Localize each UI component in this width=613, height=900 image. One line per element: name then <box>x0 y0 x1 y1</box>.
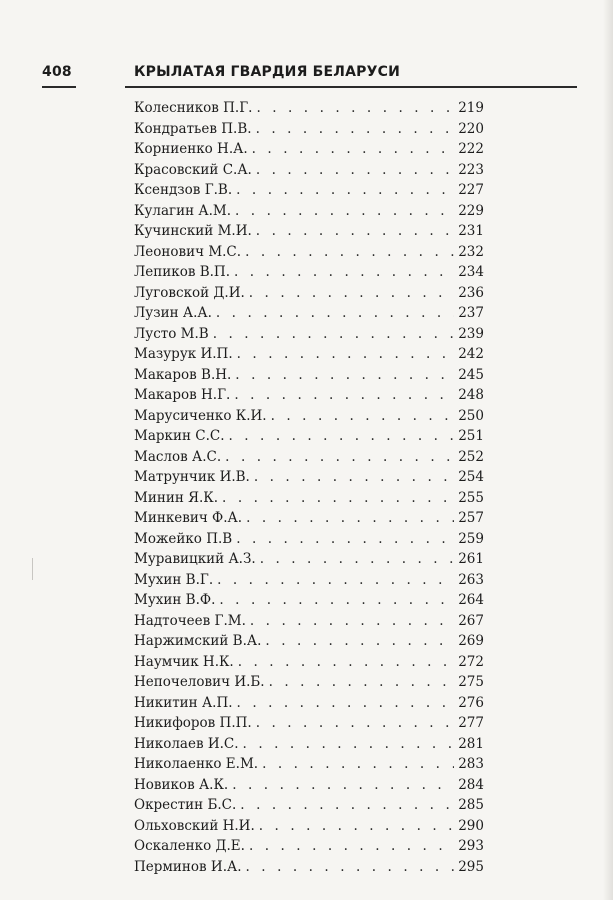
entry-page-number: 264 <box>458 592 484 608</box>
index-entry <box>134 488 484 509</box>
index-entry <box>134 836 484 857</box>
dot-leader <box>256 160 454 181</box>
entry-name: Луговской Д.И. <box>134 284 245 301</box>
index-entry <box>134 447 484 468</box>
entry-page-number: 254 <box>458 469 484 485</box>
dot-leader <box>265 631 454 652</box>
entry-name: Окрестин Б.С. <box>134 797 237 813</box>
page-header <box>42 62 577 88</box>
dot-leader <box>238 652 454 673</box>
entry-page-number: 229 <box>458 202 484 219</box>
index-entry <box>134 857 484 878</box>
entry-page-number: 250 <box>458 407 484 424</box>
dot-leader <box>219 590 454 611</box>
entry-page-number: 261 <box>458 551 484 567</box>
entry-page-number: 295 <box>458 858 484 875</box>
header-rule-long <box>125 86 577 88</box>
index-entry <box>134 529 484 550</box>
dot-leader <box>234 385 454 406</box>
index-entry <box>134 816 484 837</box>
index-entry <box>134 693 484 714</box>
index-entry <box>134 406 484 427</box>
dot-leader <box>234 262 454 283</box>
entry-name: Макаров Н.Г. <box>134 387 231 403</box>
index-entry <box>134 775 484 796</box>
entry-name: Наржимский В.А. <box>134 633 262 649</box>
index-entry <box>134 344 484 365</box>
entry-name: Красовский С.А. <box>134 161 252 178</box>
index-entry <box>134 795 484 816</box>
index-entry <box>134 672 484 693</box>
index-entry <box>134 283 484 304</box>
page-edge-shadow <box>603 0 613 900</box>
index-entry <box>134 426 484 447</box>
entry-page-number: 227 <box>458 182 484 198</box>
entry-page-number: 276 <box>458 694 484 711</box>
entry-name: Мухин В.Г. <box>134 571 214 588</box>
dot-leader <box>249 836 454 857</box>
entry-page-number: 231 <box>458 223 484 239</box>
entry-name: Никитин А.П. <box>134 694 233 711</box>
entry-page-number: 263 <box>458 571 484 588</box>
dot-leader <box>262 754 454 775</box>
dot-leader <box>250 611 454 632</box>
entry-page-number: 267 <box>458 612 484 629</box>
dot-leader <box>236 180 454 201</box>
entry-page-number: 290 <box>458 817 484 834</box>
entry-name: Николаев И.С. <box>134 735 239 752</box>
index-entry <box>134 754 484 775</box>
dot-leader <box>216 303 454 324</box>
dot-leader <box>271 406 455 427</box>
index-entry <box>134 262 484 283</box>
name-index-list <box>134 98 484 877</box>
index-entry <box>134 467 484 488</box>
running-title: КРЫЛАТАЯ ГВАРДИЯ БЕЛАРУСИ <box>134 64 400 80</box>
entry-name: Ксендзов Г.В. <box>134 182 233 198</box>
index-entry <box>134 611 484 632</box>
index-entry <box>134 570 484 591</box>
index-entry <box>134 652 484 673</box>
entry-name: Кучинский М.И. <box>134 223 252 239</box>
entry-name: Кулагин А.М. <box>134 202 232 219</box>
entry-page-number: 242 <box>458 346 484 362</box>
entry-page-number: 284 <box>458 776 484 793</box>
entry-page-number: 236 <box>458 284 484 301</box>
dot-leader <box>237 344 455 365</box>
entry-name: Минкевич Ф.А. <box>134 510 243 526</box>
entry-name: Можейко П.В <box>134 530 233 547</box>
dot-leader <box>256 98 454 119</box>
index-entry <box>134 631 484 652</box>
entry-page-number: 219 <box>458 100 484 116</box>
dot-leader <box>246 508 454 529</box>
dot-leader <box>256 221 454 242</box>
index-entry <box>134 242 484 263</box>
entry-name: Непочелович И.Б. <box>134 674 265 690</box>
entry-name: Новиков А.К. <box>134 776 229 793</box>
entry-name: Перминов И.А. <box>134 858 242 875</box>
entry-page-number: 283 <box>458 756 484 772</box>
entry-name: Ольховский Н.И. <box>134 817 255 834</box>
header-rule-short <box>42 86 76 88</box>
entry-page-number: 237 <box>458 305 484 321</box>
index-entry <box>134 508 484 529</box>
dot-leader <box>232 775 454 796</box>
entry-page-number: 223 <box>458 161 484 178</box>
index-entry <box>134 365 484 386</box>
dot-leader <box>225 447 454 468</box>
index-entry <box>134 303 484 324</box>
dot-leader <box>254 467 454 488</box>
entry-page-number: 251 <box>458 428 484 444</box>
index-entry <box>134 139 484 160</box>
entry-page-number: 234 <box>458 264 484 280</box>
entry-name: Маркин С.С. <box>134 428 225 444</box>
entry-page-number: 255 <box>458 489 484 506</box>
entry-name: Муравицкий А.З. <box>134 551 256 567</box>
entry-name: Оскаленко Д.Е. <box>134 838 245 854</box>
index-entry <box>134 590 484 611</box>
entry-name: Колесников П.Г. <box>134 100 253 116</box>
entry-name: Маслов А.С. <box>134 448 222 465</box>
entry-page-number: 239 <box>458 325 484 342</box>
entry-name: Наумчик Н.К. <box>134 653 234 670</box>
entry-name: Марусиченко К.И. <box>134 407 267 424</box>
entry-name: Мазурук И.П. <box>134 346 233 362</box>
margin-mark <box>32 558 33 580</box>
entry-page-number: 277 <box>458 715 484 731</box>
dot-leader <box>240 795 454 816</box>
dot-leader <box>246 857 455 878</box>
dot-leader <box>237 693 455 714</box>
entry-name: Кондратьев П.В. <box>134 120 252 137</box>
dot-leader <box>249 283 454 304</box>
entry-page-number: 285 <box>458 797 484 813</box>
index-entry <box>134 734 484 755</box>
index-entry <box>134 119 484 140</box>
entry-page-number: 257 <box>458 510 484 526</box>
page-number: 408 <box>42 64 72 80</box>
dot-leader <box>235 201 454 222</box>
index-entry <box>134 385 484 406</box>
index-entry <box>134 549 484 570</box>
index-entry <box>134 221 484 242</box>
index-entry <box>134 324 484 345</box>
index-entry <box>134 160 484 181</box>
dot-leader <box>259 816 454 837</box>
dot-leader <box>245 242 454 263</box>
dot-leader <box>222 488 454 509</box>
entry-page-number: 275 <box>458 674 484 690</box>
entry-page-number: 222 <box>458 141 484 157</box>
index-entry <box>134 180 484 201</box>
dot-leader <box>236 529 454 550</box>
entry-name: Лузин А.А. <box>134 305 212 321</box>
dot-leader <box>252 139 455 160</box>
entry-page-number: 245 <box>458 366 484 383</box>
dot-leader <box>256 713 455 734</box>
entry-name: Макаров В.Н. <box>134 366 232 383</box>
dot-leader <box>256 119 455 140</box>
entry-page-number: 232 <box>458 243 484 260</box>
entry-name: Матрунчик И.В. <box>134 469 250 485</box>
entry-name: Никифоров П.П. <box>134 715 252 731</box>
entry-name: Мухин В.Ф. <box>134 592 216 608</box>
entry-page-number: 272 <box>458 653 484 670</box>
dot-leader <box>213 324 455 345</box>
entry-name: Леонович М.С. <box>134 243 242 260</box>
dot-leader <box>269 672 455 693</box>
entry-name: Николаенко Е.М. <box>134 756 259 772</box>
dot-leader <box>260 549 455 570</box>
entry-page-number: 269 <box>458 633 484 649</box>
entry-page-number: 252 <box>458 448 484 465</box>
dot-leader <box>228 426 454 447</box>
entry-page-number: 259 <box>458 530 484 547</box>
entry-name: Минин Я.К. <box>134 489 219 506</box>
entry-name: Лепиков В.П. <box>134 264 230 280</box>
entry-name: Надточеев Г.М. <box>134 612 246 629</box>
dot-leader <box>217 570 454 591</box>
entry-page-number: 281 <box>458 735 484 752</box>
entry-page-number: 248 <box>458 387 484 403</box>
entry-name: Корниенко Н.А. <box>134 141 248 157</box>
index-entry <box>134 201 484 222</box>
entry-name: Лусто М.В <box>134 325 209 342</box>
dot-leader <box>235 365 454 386</box>
index-entry <box>134 713 484 734</box>
entry-page-number: 220 <box>458 120 484 137</box>
entry-page-number: 293 <box>458 838 484 854</box>
dot-leader <box>243 734 455 755</box>
index-entry <box>134 98 484 119</box>
